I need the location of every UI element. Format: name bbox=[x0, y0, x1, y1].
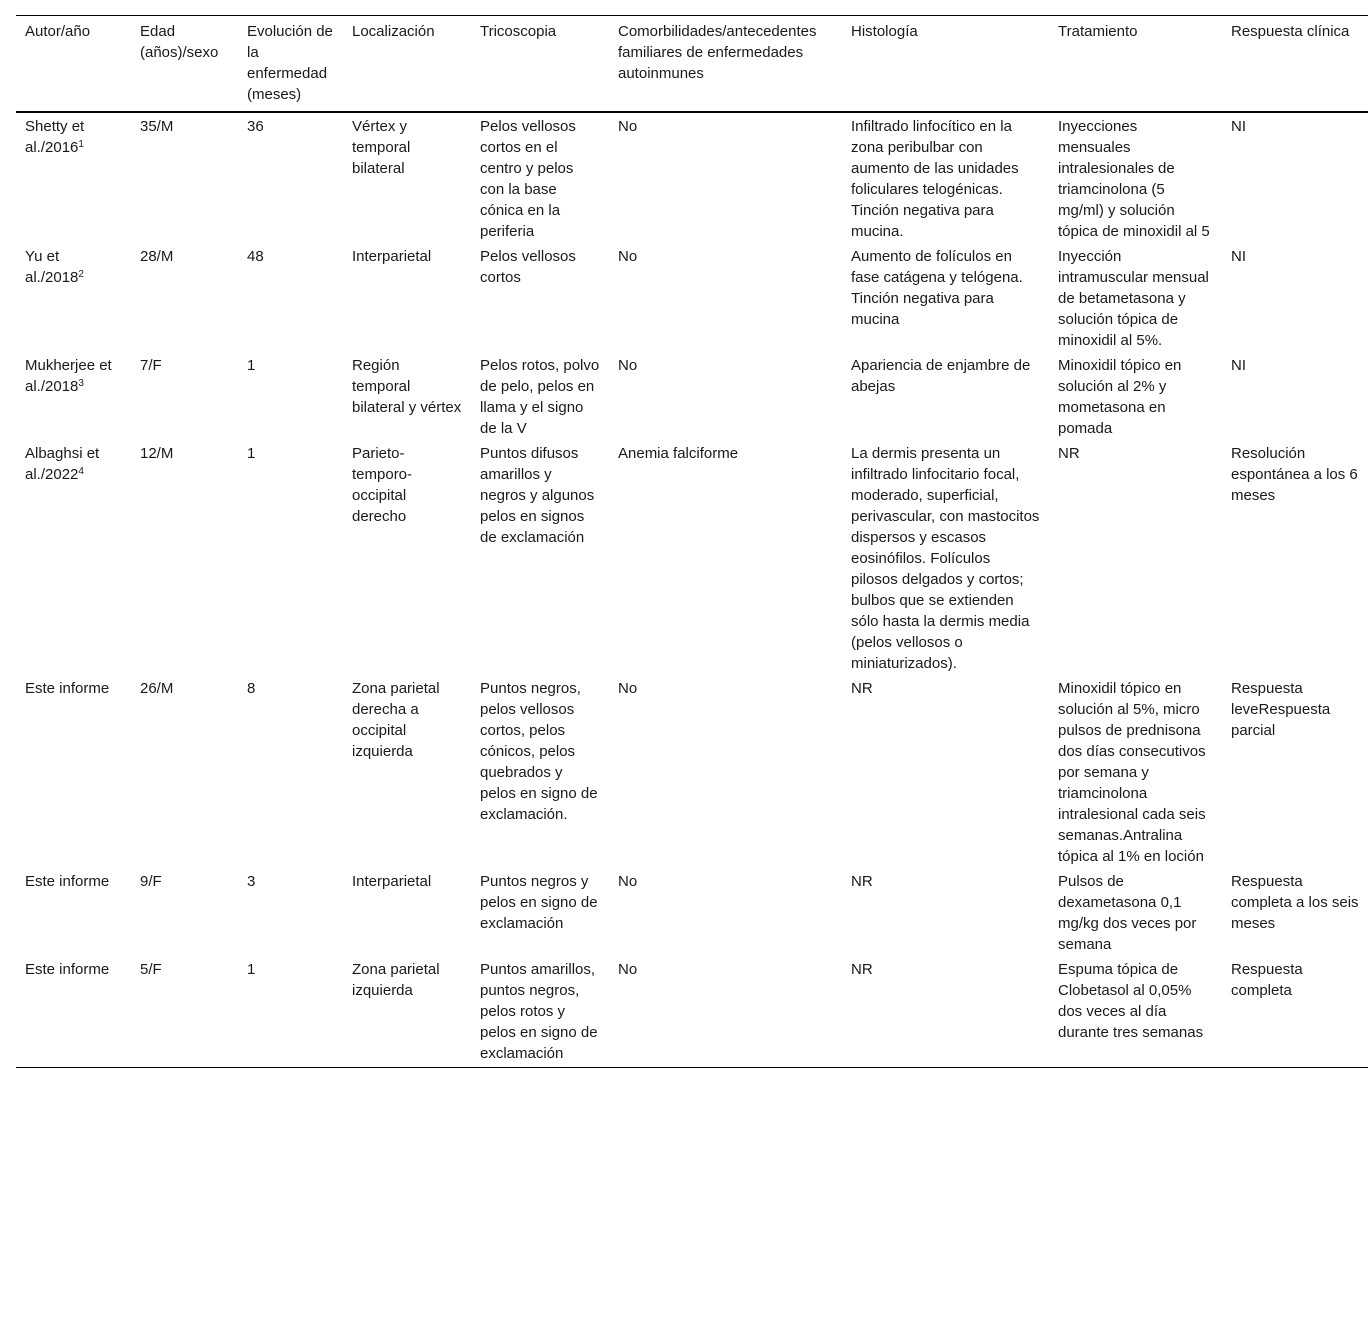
cell-histologia: NR bbox=[851, 680, 873, 697]
header-comorbilidades: Comorbilidades/antecedentes familiares de enfermedades autoinmunes bbox=[618, 23, 817, 82]
cell-tricoscopia: Pelos rotos, polvo de pelo, pelos en llama y el signo de la V bbox=[480, 357, 600, 437]
author-text: Yu et al./2018 bbox=[25, 248, 79, 286]
cell-comorbilidades: Anemia falciforme bbox=[618, 445, 739, 462]
header-tricoscopia: Tricoscopia bbox=[480, 23, 557, 40]
table-row bbox=[16, 112, 1368, 244]
cell-edad: 9/F bbox=[140, 873, 162, 890]
cell-respuesta: NI bbox=[1231, 118, 1246, 135]
header-row bbox=[16, 16, 1368, 113]
header-respuesta: Respuesta clínica bbox=[1231, 23, 1350, 40]
table-row bbox=[16, 353, 1368, 441]
cell-autor bbox=[16, 676, 131, 869]
header-histologia: Histología bbox=[851, 23, 918, 40]
table-header bbox=[16, 16, 1368, 113]
table-row bbox=[16, 869, 1368, 957]
reference-number: 4 bbox=[78, 466, 84, 477]
cell-respuesta: Respuesta completa bbox=[1231, 961, 1303, 999]
cell-evolucion: 8 bbox=[247, 680, 256, 697]
cell-tratamiento: Espuma tópica de Clobetasol al 0,05% dos veces al día durante tres semanas bbox=[1058, 961, 1204, 1041]
cell-tratamiento: Inyección intramuscular mensual de betametasona y solución tópica de minoxidil al 5%. bbox=[1058, 248, 1209, 349]
cell-evolucion: 3 bbox=[247, 873, 256, 890]
author-text: Este informe bbox=[25, 873, 110, 890]
cell-autor bbox=[16, 112, 131, 244]
cell-tricoscopia: Puntos negros, pelos vellosos cortos, pelos cónicos, pelos quebrados y pelos en signo de exclamación. bbox=[480, 680, 598, 823]
cell-comorbilidades: No bbox=[618, 357, 638, 374]
case-comparison-table bbox=[16, 15, 1368, 1068]
cell-respuesta: Resolución espontánea a los 6 meses bbox=[1231, 445, 1358, 504]
cell-histologia: Apariencia de enjambre de abejas bbox=[851, 357, 1031, 395]
cell-localizacion: Zona parietal izquierda bbox=[352, 961, 440, 999]
reference-number: 3 bbox=[78, 378, 84, 389]
table-row bbox=[16, 244, 1368, 353]
cell-autor bbox=[16, 957, 131, 1068]
cell-comorbilidades: No bbox=[618, 680, 638, 697]
header-localizacion: Localización bbox=[352, 23, 435, 40]
cell-autor bbox=[16, 353, 131, 441]
cell-localizacion: Vértex y temporal bilateral bbox=[352, 118, 411, 177]
cell-respuesta: Respuesta completa a los seis meses bbox=[1231, 873, 1359, 932]
cell-edad: 35/M bbox=[140, 118, 174, 135]
cell-edad: 28/M bbox=[140, 248, 174, 265]
cell-tricoscopia: Puntos difusos amarillos y negros y algunos pelos en signos de exclamación bbox=[480, 445, 595, 546]
cell-tricoscopia: Puntos amarillos, puntos negros, pelos rotos y pelos en signo de exclamación bbox=[480, 961, 598, 1062]
author-text: Este informe bbox=[25, 961, 110, 978]
author-text: Mukherjee et al./2018 bbox=[25, 357, 112, 395]
header-evolucion: Evolución de la enfermedad (meses) bbox=[247, 23, 333, 103]
cell-localizacion: Parieto-temporo-occipital derecho bbox=[352, 445, 413, 525]
cell-tratamiento: NR bbox=[1058, 445, 1080, 462]
cell-localizacion: Interparietal bbox=[352, 873, 432, 890]
cell-edad: 26/M bbox=[140, 680, 174, 697]
table-row bbox=[16, 676, 1368, 869]
cell-histologia: La dermis presenta un infiltrado linfocitario focal, moderado, superficial, perivascular, con mastocitos dispersos y escasos eosinófilos. Folículos pilosos delgados y cortos; bulbos que se extienden sólo hasta la dermis media (pelos vellosos o miniaturizados). bbox=[851, 445, 1040, 672]
cell-localizacion: Región temporal bilateral y vértex bbox=[352, 357, 462, 416]
cell-evolucion: 1 bbox=[247, 357, 256, 374]
author-text: Este informe bbox=[25, 680, 110, 697]
header-tratamiento: Tratamiento bbox=[1058, 23, 1138, 40]
header-autor: Autor/año bbox=[25, 23, 91, 40]
cell-histologia: NR bbox=[851, 873, 873, 890]
author-text: Shetty et al./2016 bbox=[25, 118, 85, 156]
cell-respuesta: NI bbox=[1231, 248, 1246, 265]
author-text: Albaghsi et al./2022 bbox=[25, 445, 100, 483]
cell-histologia: Infiltrado linfocítico en la zona peribulbar con aumento de las unidades foliculares telogénicas. Tinción negativa para mucina. bbox=[851, 118, 1019, 240]
cell-autor bbox=[16, 244, 131, 353]
cell-evolucion: 1 bbox=[247, 961, 256, 978]
cell-edad: 7/F bbox=[140, 357, 162, 374]
cell-edad: 12/M bbox=[140, 445, 174, 462]
cell-localizacion: Interparietal bbox=[352, 248, 432, 265]
cell-respuesta: NI bbox=[1231, 357, 1246, 374]
cell-histologia: NR bbox=[851, 961, 873, 978]
table-row bbox=[16, 441, 1368, 676]
cell-comorbilidades: No bbox=[618, 118, 638, 135]
cell-evolucion: 36 bbox=[247, 118, 264, 135]
reference-number: 2 bbox=[78, 269, 84, 280]
cell-tricoscopia: Pelos vellosos cortos bbox=[480, 248, 576, 286]
table-row bbox=[16, 957, 1368, 1068]
cell-respuesta: Respuesta leveRespuesta parcial bbox=[1231, 680, 1331, 739]
cell-autor bbox=[16, 441, 131, 676]
cell-tratamiento: Minoxidil tópico en solución al 5%, micro pulsos de prednisona dos días consecutivos por semana y triamcinolona intralesional cada seis semanas.Antralina tópica al 1% en loción bbox=[1058, 680, 1206, 865]
cell-tratamiento: Pulsos de dexametasona 0,1 mg/kg dos veces por semana bbox=[1058, 873, 1197, 953]
cell-edad: 5/F bbox=[140, 961, 162, 978]
cell-tratamiento: Inyecciones mensuales intralesionales de triamcinolona (5 mg/ml) y solución tópica de minoxidil al 5 bbox=[1058, 118, 1210, 240]
reference-number: 1 bbox=[78, 139, 84, 150]
cell-evolucion: 1 bbox=[247, 445, 256, 462]
cell-tricoscopia: Puntos negros y pelos en signo de exclamación bbox=[480, 873, 598, 932]
cell-comorbilidades: No bbox=[618, 248, 638, 265]
table-body bbox=[16, 112, 1368, 1068]
header-edad: Edad (años)/sexo bbox=[140, 23, 219, 61]
cell-tricoscopia: Pelos vellosos cortos en el centro y pelos con la base cónica en la periferia bbox=[480, 118, 576, 240]
cell-histologia: Aumento de folículos en fase catágena y telógena. Tinción negativa para mucina bbox=[851, 248, 1023, 328]
cell-autor bbox=[16, 869, 131, 957]
cell-comorbilidades: No bbox=[618, 873, 638, 890]
cell-evolucion: 48 bbox=[247, 248, 264, 265]
cell-comorbilidades: No bbox=[618, 961, 638, 978]
cell-tratamiento: Minoxidil tópico en solución al 2% y mometasona en pomada bbox=[1058, 357, 1182, 437]
cell-localizacion: Zona parietal derecha a occipital izquierda bbox=[352, 680, 440, 760]
